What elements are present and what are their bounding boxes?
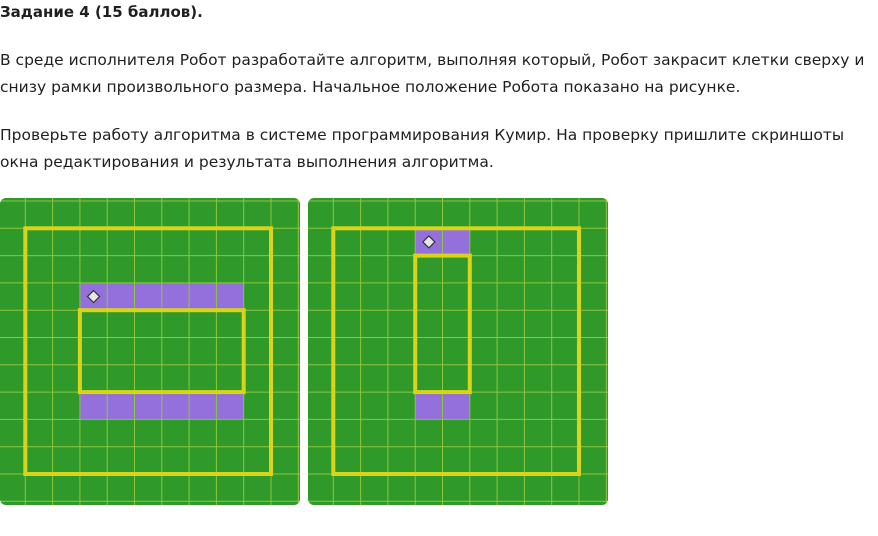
- painted-cell: [443, 228, 470, 255]
- task-description: [0, 47, 865, 101]
- painted-cell: [162, 392, 189, 419]
- painted-cell: [107, 392, 134, 419]
- outer-wall: [25, 228, 271, 474]
- painted-cell: [415, 392, 442, 419]
- painted-cell: [80, 392, 107, 419]
- painted-cell: [107, 283, 134, 310]
- outer-wall: [333, 228, 579, 474]
- painted-cell: [189, 283, 216, 310]
- painted-cell: [162, 283, 189, 310]
- painted-cell: [135, 392, 162, 419]
- painted-cell: [216, 283, 243, 310]
- painted-cell: [135, 283, 162, 310]
- task-description-line-1: В среде исполнителя Робот разработайте алгоритм, выполняя который, Робот закрасит клетки сверху и: [0, 51, 865, 69]
- task-description-line-2: снизу рамки произвольного размера. Начальное положение Робота показано на рисунке.: [0, 78, 741, 96]
- robot-field-left: [0, 198, 300, 505]
- task-instructions-line-2: окна редактирования и результата выполнения алгоритма.: [0, 153, 494, 171]
- task-instructions: [0, 122, 860, 176]
- painted-cell: [189, 392, 216, 419]
- task-title: Задание 4 (15 баллов).: [0, 3, 203, 21]
- robot-field-left-canvas: [0, 198, 300, 505]
- painted-cell: [216, 392, 243, 419]
- painted-cell: [443, 392, 470, 419]
- robot-field-right-canvas: [308, 198, 608, 505]
- task-instructions-line-1: Проверьте работу алгоритма в системе программирования Кумир. На проверку пришлите скриншоты: [0, 126, 845, 144]
- robot-field-right: [308, 198, 608, 505]
